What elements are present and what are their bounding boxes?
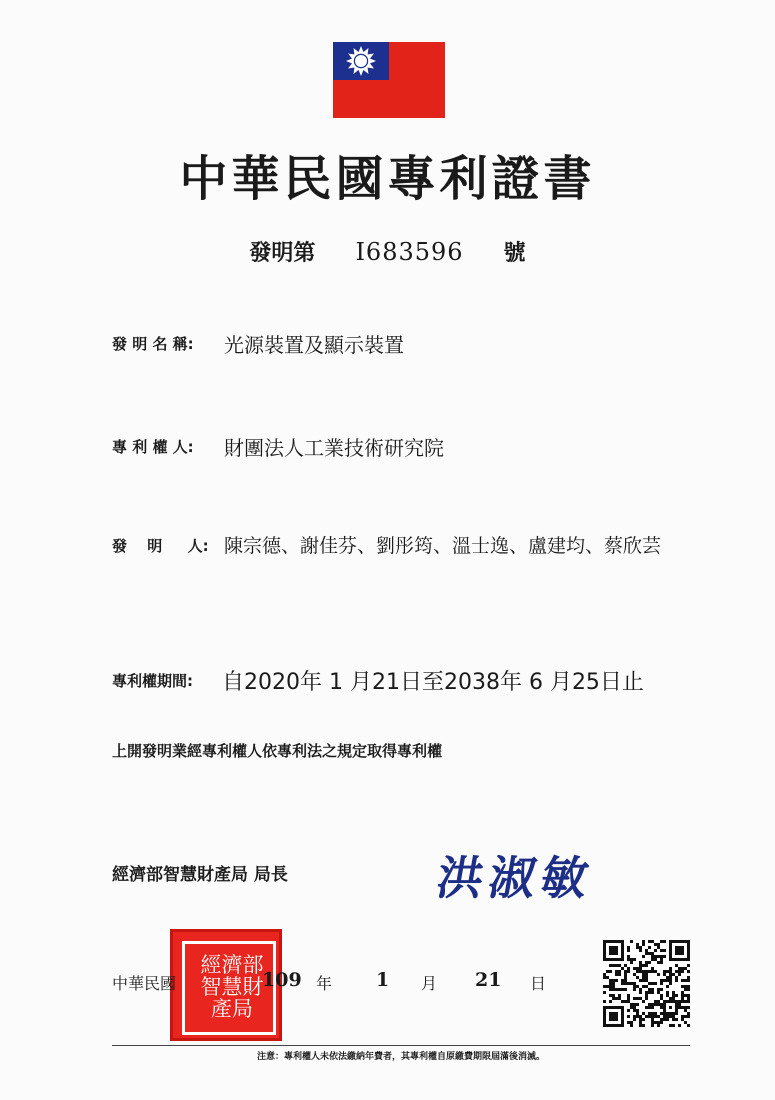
invention-name-label: 發 明 名 稱: xyxy=(112,335,194,353)
date-day: 21 xyxy=(475,969,502,991)
date-day-unit: 日 xyxy=(530,974,547,993)
invention-name-value: 光源裝置及顯示裝置 xyxy=(224,333,404,357)
patentee-label: 專 利 權 人: xyxy=(112,438,194,456)
footer-note: 注意：專利權人未依法繳納年費者，其專利權自原繳費期限屆滿後消滅。 xyxy=(256,1052,545,1062)
issuer-title: 經濟部智慧財產局 局長 xyxy=(112,865,288,885)
qr-code xyxy=(603,940,690,1027)
date-year: 109 xyxy=(262,969,302,991)
white-sun-icon xyxy=(343,43,379,79)
patent-number-prefix: 發明第 xyxy=(249,241,316,266)
patentee-value: 財團法人工業技術研究院 xyxy=(224,436,444,460)
patent-number-suffix: 號 xyxy=(503,241,526,266)
patent-number-row xyxy=(0,236,775,267)
director-signature: 洪淑敏 xyxy=(432,851,599,905)
term-label: 專利權期間: xyxy=(112,672,193,690)
national-flag xyxy=(333,42,445,118)
patent-number: I683596 xyxy=(355,238,464,266)
date-month: 1 xyxy=(376,969,390,991)
inventor-value: 陳宗德、謝佳芬、劉彤筠、溫士逸、盧建均、蔡欣芸 xyxy=(224,535,662,557)
date-month-unit: 月 xyxy=(421,974,438,993)
footer-divider xyxy=(112,1045,690,1046)
certificate-title: 中華民國專利證書 xyxy=(179,151,596,207)
term-value: 自2020年 1 月21日至2038年 6 月25日止 xyxy=(222,670,644,695)
date-era: 中華民國 xyxy=(112,974,177,993)
seal-text: 經濟部智慧財產局 xyxy=(200,953,264,1021)
date-year-unit: 年 xyxy=(316,974,333,993)
inventor-label: 發 明 人: xyxy=(112,537,209,555)
grant-statement: 上開發明業經專利權人依專利法之規定取得專利權 xyxy=(112,742,443,760)
